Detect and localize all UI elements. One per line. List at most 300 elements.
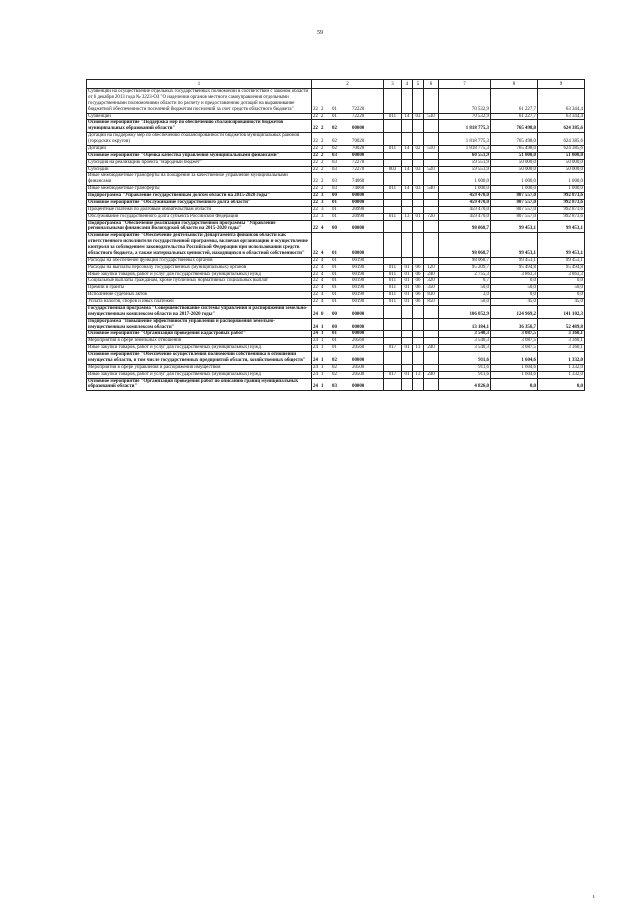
- table-row: [87, 364, 585, 371]
- row-col5: 03: [413, 113, 424, 120]
- row-value-7: 459 470,0: [439, 199, 491, 206]
- row-value-8: 3 087,5: [491, 331, 538, 338]
- row-value-9: 624 385,6: [538, 120, 585, 133]
- row-value-8: 0,0: [491, 378, 538, 391]
- code-part: 22: [313, 166, 318, 172]
- code-part: 22: [313, 285, 318, 291]
- table-row: [87, 292, 585, 299]
- table-row: [87, 206, 585, 213]
- row-col3: 011: [384, 113, 402, 120]
- row-name: Основное мероприятие "Поддержка мер по обеспечению сбалансированности бюджетов муниципальных образований области": [87, 120, 312, 133]
- code-part: 02: [332, 357, 337, 363]
- code-part: 20560: [352, 345, 365, 351]
- row-name: Основное мероприятие "Обеспечение деятельности Департамента финансов области как ответственного исполнителя государственной программы, включая организацию и осуществление контроля за соблюдением законодательства Российской Федерации при использовании средств областного бюджета, а также материальных ценностей, находящихся в областной собственности": [87, 233, 312, 258]
- row-value-8: 0,0: [491, 292, 538, 299]
- row-col3: [384, 364, 402, 371]
- code-part: 2: [321, 186, 324, 192]
- row-value-9: 3 863,3: [538, 271, 585, 278]
- row-col4: 01: [402, 285, 413, 292]
- code-part: 01: [332, 338, 337, 344]
- row-code: [312, 285, 384, 292]
- row-col5: 06: [413, 285, 424, 292]
- row-value-7: 2 755,3: [439, 271, 491, 278]
- code-part: 72220: [352, 113, 365, 119]
- row-col4: 01: [402, 264, 413, 271]
- row-col3: [384, 257, 402, 264]
- row-name: Основное мероприятие "Организация проведения кадастровых работ": [87, 331, 312, 338]
- row-col3: [384, 331, 402, 338]
- row-value-8: 0,0: [491, 278, 538, 285]
- row-value-7: 70 532,9: [439, 113, 491, 120]
- row-col6: [424, 206, 439, 213]
- row-name: Иные закупки товаров, работ и услуг для государственных (муниципальных) нужд: [87, 345, 312, 352]
- code-part: 4: [321, 292, 324, 298]
- code-part: 01: [332, 299, 337, 304]
- row-code: [312, 166, 384, 173]
- row-value-9: 50 000,0: [538, 159, 585, 166]
- code-part: 1: [321, 371, 324, 377]
- row-col5: 06: [413, 278, 424, 285]
- row-name: Уплата налогов, сборов и иных платежей: [87, 299, 312, 306]
- row-value-7: 59 551,9: [439, 166, 491, 173]
- table-row: [87, 152, 585, 159]
- row-value-9: 1 000,0: [538, 186, 585, 193]
- row-col5: 01: [413, 213, 424, 220]
- row-value-9: 95 494,8: [538, 264, 585, 271]
- table-row: [87, 166, 585, 173]
- row-col4: [402, 206, 413, 213]
- row-value-8: 99 453,1: [491, 233, 538, 258]
- row-code: [312, 378, 384, 391]
- code-part: 2: [321, 113, 324, 119]
- row-value-9: 0,0: [538, 278, 585, 285]
- code-part: 1: [321, 345, 324, 351]
- row-value-7: 911,6: [439, 371, 491, 378]
- row-col3: [384, 89, 402, 114]
- code-part: 24: [313, 338, 318, 344]
- header-cell: 9: [538, 80, 585, 89]
- row-col4: [402, 220, 413, 233]
- row-col6: [424, 318, 439, 331]
- row-col6: [424, 233, 439, 258]
- row-name: Основное мероприятие "Обслуживание государственного долга области": [87, 199, 312, 206]
- page-number: 59: [317, 30, 323, 36]
- code-part: 01: [332, 292, 337, 298]
- row-value-8: 51 000,0: [491, 152, 538, 159]
- code-part: 00: [332, 311, 337, 317]
- code-part: 00000: [352, 193, 365, 198]
- code-part: 74060: [352, 186, 365, 192]
- row-col6: [424, 199, 439, 206]
- row-value-7: 3 540,3: [439, 338, 491, 345]
- row-value-8: 3 087,5: [491, 338, 538, 345]
- code-part: 70020: [352, 145, 365, 151]
- row-value-7: 59 551,9: [439, 159, 491, 166]
- row-code: [312, 278, 384, 285]
- row-value-8: 3 087,5: [491, 345, 538, 352]
- code-part: 22: [313, 106, 318, 112]
- code-part: 01: [332, 106, 337, 112]
- header-cell: 7: [439, 80, 491, 89]
- code-part: 1: [321, 364, 324, 370]
- row-col3: [384, 220, 402, 233]
- row-value-9: 992 873,6: [538, 193, 585, 200]
- header-cell: 2: [312, 80, 384, 89]
- code-part: 4: [321, 226, 324, 232]
- row-col3: 011: [384, 271, 402, 278]
- row-value-9: 99 453,1: [538, 233, 585, 258]
- row-value-8: 1 604,6: [491, 352, 538, 365]
- row-col4: [402, 159, 413, 166]
- row-value-7: 911,6: [439, 364, 491, 371]
- row-col3: [384, 338, 402, 345]
- code-part: 24: [313, 324, 318, 330]
- row-name: Подпрограмма "Управление государственным долгом области на 2015-2020 годы": [87, 193, 312, 200]
- row-col5: [413, 364, 424, 371]
- row-col3: 011: [384, 264, 402, 271]
- code-part: 3: [321, 206, 324, 212]
- row-col3: 011: [384, 278, 402, 285]
- row-col5: [413, 89, 424, 114]
- code-part: 22: [313, 299, 318, 304]
- row-value-7: 1 000,0: [439, 186, 491, 193]
- row-col4: [402, 305, 413, 318]
- table-row: [87, 305, 585, 318]
- code-part: 22: [313, 264, 318, 270]
- code-part: 00000: [352, 311, 365, 317]
- code-part: 4: [321, 278, 324, 284]
- table-row: [87, 213, 585, 220]
- row-value-7: 459 470,0: [439, 206, 491, 213]
- row-value-9: 1 332,0: [538, 352, 585, 365]
- row-value-9: 99 453,1: [538, 220, 585, 233]
- row-value-8: 45,0: [491, 299, 538, 306]
- row-value-7: 98 068,7: [439, 220, 491, 233]
- code-part: 22: [313, 159, 318, 165]
- row-col6: 530: [424, 113, 439, 120]
- row-value-9: 0,0: [538, 378, 585, 391]
- code-part: 00190: [352, 271, 365, 277]
- row-code: [312, 199, 384, 206]
- row-value-9: 992 873,6: [538, 199, 585, 206]
- row-value-7: 4 826,0: [439, 378, 491, 391]
- row-value-8: 99 453,1: [491, 257, 538, 264]
- code-part: 3: [321, 193, 324, 198]
- code-part: 1: [321, 384, 324, 390]
- row-col4: [402, 120, 413, 133]
- row-col4: [402, 193, 413, 200]
- row-value-9: 51 000,0: [538, 152, 585, 159]
- row-col3: [384, 193, 402, 200]
- row-code: [312, 113, 384, 120]
- code-part: 20500: [352, 364, 365, 370]
- code-part: 00: [332, 324, 337, 330]
- table-row: [87, 89, 585, 114]
- row-col6: 720: [424, 213, 439, 220]
- row-col6: [424, 378, 439, 391]
- code-part: 02: [332, 145, 337, 151]
- code-part: 00190: [352, 278, 365, 284]
- row-col6: 240: [424, 271, 439, 278]
- row-code: [312, 264, 384, 271]
- row-col6: [424, 193, 439, 200]
- header-cell: 5: [413, 80, 424, 89]
- row-col6: 540: [424, 186, 439, 193]
- row-col3: [384, 206, 402, 213]
- row-name: Исполнение судебных актов: [87, 292, 312, 299]
- row-col6: [424, 173, 439, 186]
- row-col5: 13: [413, 345, 424, 352]
- code-part: 4: [321, 285, 324, 291]
- row-value-9: 99 453,1: [538, 257, 585, 264]
- row-code: [312, 331, 384, 338]
- code-part: 22: [313, 278, 318, 284]
- table-row: [87, 193, 585, 200]
- table-row: [87, 378, 585, 391]
- row-name: Иные закупки товаров, работ и услуг для государственных (муниципальных) нужд: [87, 371, 312, 378]
- row-value-8: 807 557,0: [491, 213, 538, 220]
- row-name: Премии и гранты: [87, 285, 312, 292]
- row-col3: [384, 133, 402, 146]
- row-value-7: 13 184,1: [439, 318, 491, 331]
- row-col5: [413, 220, 424, 233]
- row-name: Обслуживание государственного долга субъекта Российской Федерации: [87, 213, 312, 220]
- row-col5: [413, 199, 424, 206]
- code-part: 03: [332, 179, 337, 185]
- table-row: [87, 264, 585, 271]
- row-col5: 06: [413, 299, 424, 306]
- row-col5: [413, 120, 424, 133]
- row-name: Социальные выплаты гражданам, кроме публичных нормативных социальных выплат: [87, 278, 312, 285]
- code-part: 22: [313, 213, 318, 219]
- row-value-9: 52 489,8: [538, 318, 585, 331]
- row-col3: [384, 318, 402, 331]
- row-value-7: 1 818 775,3: [439, 120, 491, 133]
- table-row: [87, 233, 585, 258]
- corner-mark: ı: [593, 894, 595, 900]
- row-col6: [424, 159, 439, 166]
- code-part: 22: [313, 139, 318, 144]
- code-part: 00000: [352, 324, 365, 330]
- code-part: 24: [313, 357, 318, 363]
- table-row: [87, 299, 585, 306]
- code-part: 2: [321, 126, 324, 132]
- table-row: [87, 345, 585, 352]
- row-name: Иные закупки товаров, работ и услуг для государственных (муниципальных) нужд: [87, 271, 312, 278]
- code-part: 20560: [352, 338, 365, 344]
- row-col6: 830: [424, 292, 439, 299]
- row-value-9: 3 360,1: [538, 345, 585, 352]
- row-col3: 017: [384, 345, 402, 352]
- code-part: 20990: [352, 213, 365, 219]
- code-part: 22: [313, 186, 318, 192]
- row-code: [312, 305, 384, 318]
- row-value-7: 106 052,9: [439, 305, 491, 318]
- row-value-8: 765 498,0: [491, 145, 538, 152]
- table-row: [87, 318, 585, 331]
- code-part: 24: [313, 364, 318, 370]
- row-value-9: 63 344,4: [538, 113, 585, 120]
- row-col3: 011: [384, 299, 402, 306]
- row-value-8: 50 000,0: [491, 166, 538, 173]
- code-part: 00190: [352, 299, 365, 304]
- code-part: 00190: [352, 257, 365, 263]
- code-part: 4: [321, 264, 324, 270]
- row-col3: [384, 120, 402, 133]
- code-part: 2: [321, 152, 324, 158]
- row-code: [312, 133, 384, 146]
- row-value-8: 50 000,0: [491, 159, 538, 166]
- row-col6: [424, 305, 439, 318]
- row-col6: 240: [424, 345, 439, 352]
- row-value-8: 1 000,0: [491, 173, 538, 186]
- row-name: Основное мероприятие "Оценка качества управления муниципальными финансами": [87, 152, 312, 159]
- row-col4: 01: [402, 278, 413, 285]
- row-value-7: 50,0: [439, 299, 491, 306]
- row-code: [312, 152, 384, 159]
- row-value-8: 765 498,0: [491, 133, 538, 146]
- row-col6: 240: [424, 371, 439, 378]
- row-col6: 350: [424, 285, 439, 292]
- row-col3: [384, 352, 402, 365]
- code-part: 01: [332, 271, 337, 277]
- row-value-7: 459 470,0: [439, 193, 491, 200]
- row-value-8: 1 000,0: [491, 186, 538, 193]
- row-value-7: 3 540,3: [439, 345, 491, 352]
- row-col5: 06: [413, 292, 424, 299]
- header-cell: 8: [491, 80, 538, 89]
- code-part: 00190: [352, 264, 365, 270]
- row-value-8: 50,0: [491, 285, 538, 292]
- row-value-9: 0,0: [538, 292, 585, 299]
- row-code: [312, 159, 384, 166]
- code-part: 03: [332, 166, 337, 172]
- code-part: 22: [313, 193, 318, 198]
- table-row: [87, 133, 585, 146]
- row-value-9: 3 360,1: [538, 338, 585, 345]
- row-col6: [424, 338, 439, 345]
- row-value-8: 765 498,0: [491, 120, 538, 133]
- code-part: 00: [332, 226, 337, 232]
- code-part: 20990: [352, 206, 365, 212]
- row-value-8: 807 557,0: [491, 193, 538, 200]
- code-part: 4: [321, 271, 324, 277]
- table-row: [87, 278, 585, 285]
- row-col3: [384, 173, 402, 186]
- code-part: 2: [321, 139, 324, 144]
- table-row: [87, 285, 585, 292]
- code-part: 22: [313, 271, 318, 277]
- code-part: 22: [313, 226, 318, 232]
- row-col3: [384, 233, 402, 258]
- row-name: Основное мероприятие "Организация проведения работ по описанию границ муниципальных образований области": [87, 378, 312, 391]
- row-code: [312, 292, 384, 299]
- row-value-9: 624 385,6: [538, 133, 585, 146]
- row-col6: [424, 364, 439, 371]
- row-col3: [384, 159, 402, 166]
- header-cell: 4: [402, 80, 413, 89]
- row-name: Иные межбюджетные трансферты: [87, 186, 312, 193]
- row-col4: [402, 199, 413, 206]
- code-part: 22: [313, 179, 318, 185]
- row-value-7: 3 540,3: [439, 331, 491, 338]
- row-col3: 003: [384, 166, 402, 173]
- row-col3: 011: [384, 145, 402, 152]
- code-part: 02: [332, 371, 337, 377]
- row-value-7: 1 818 775,3: [439, 133, 491, 146]
- row-value-8: 61 227,7: [491, 89, 538, 114]
- code-part: 03: [332, 186, 337, 192]
- row-col5: 03: [413, 166, 424, 173]
- row-name: Подпрограмма "Повышение эффективности управления и распоряжения земельно-имущественным комплексом области": [87, 318, 312, 331]
- code-part: 22: [313, 145, 318, 151]
- row-col6: [424, 331, 439, 338]
- code-part: 01: [332, 331, 337, 337]
- row-col5: [413, 152, 424, 159]
- row-col6: 520: [424, 166, 439, 173]
- row-col6: 850: [424, 299, 439, 306]
- code-part: 0: [321, 311, 324, 317]
- row-col6: [424, 120, 439, 133]
- code-part: 01: [332, 113, 337, 119]
- code-part: 4: [321, 299, 324, 304]
- code-part: 24: [313, 345, 318, 351]
- row-col4: [402, 152, 413, 159]
- row-col3: [384, 305, 402, 318]
- row-value-8: 807 557,0: [491, 206, 538, 213]
- row-value-8: 99 453,1: [491, 220, 538, 233]
- row-col5: 02: [413, 145, 424, 152]
- row-col4: 01: [402, 371, 413, 378]
- row-code: [312, 233, 384, 258]
- code-part: 2: [321, 179, 324, 185]
- row-value-7: 98 068,7: [439, 257, 491, 264]
- code-part: 24: [313, 311, 318, 317]
- code-part: 01: [332, 206, 337, 212]
- row-col5: [413, 305, 424, 318]
- code-part: 01: [332, 278, 337, 284]
- code-part: 01: [332, 264, 337, 270]
- row-col6: [424, 352, 439, 365]
- row-name: Субвенции на осуществление отдельных государственных полномочий в соответствии с законом области от 6 декабря 2013 года № 3223-ОЗ "О наделении органов местного самоуправления отдельными государственными полномочиями области по расчету и предоставлению дотаций на выравнивание бюджетной обеспеченности поселений бюджетам поселений за счет средств областного бюджета": [87, 89, 312, 114]
- row-code: [312, 89, 384, 114]
- row-name: Государственная программа "Совершенствование системы управления и распоряжения земельно-имущественным комплексом области на 2017-2020 годы": [87, 305, 312, 318]
- row-code: [312, 220, 384, 233]
- row-col5: 06: [413, 271, 424, 278]
- row-name: Дотации на поддержку мер по обеспечению сбалансированности бюджетов муниципальных районов (городских округов): [87, 133, 312, 146]
- code-part: 70020: [352, 139, 365, 144]
- row-name: Дотации: [87, 145, 312, 152]
- row-value-7: 911,6: [439, 352, 491, 365]
- row-name: Расходы на выплаты персоналу государственных (муниципальных) органов: [87, 264, 312, 271]
- row-col5: 03: [413, 186, 424, 193]
- code-part: 22: [313, 199, 318, 205]
- code-part: 22: [313, 113, 318, 119]
- row-value-7: 3,0: [439, 292, 491, 299]
- code-part: 4: [321, 250, 324, 256]
- code-part: 00190: [352, 292, 365, 298]
- code-part: 00000: [352, 357, 365, 363]
- code-part: 02: [332, 126, 337, 132]
- code-part: 22: [313, 126, 318, 132]
- code-part: 00000: [352, 152, 365, 158]
- row-value-8: 36 356,7: [491, 318, 538, 331]
- row-name: Основное мероприятие "Обеспечение осуществления полномочий собственника в отношении имущества области, в том числе государственных предприятий области, хозяйственных обществ": [87, 352, 312, 365]
- row-value-9: 141 102,3: [538, 305, 585, 318]
- row-col6: 320: [424, 278, 439, 285]
- row-code: [312, 145, 384, 152]
- row-col5: [413, 338, 424, 345]
